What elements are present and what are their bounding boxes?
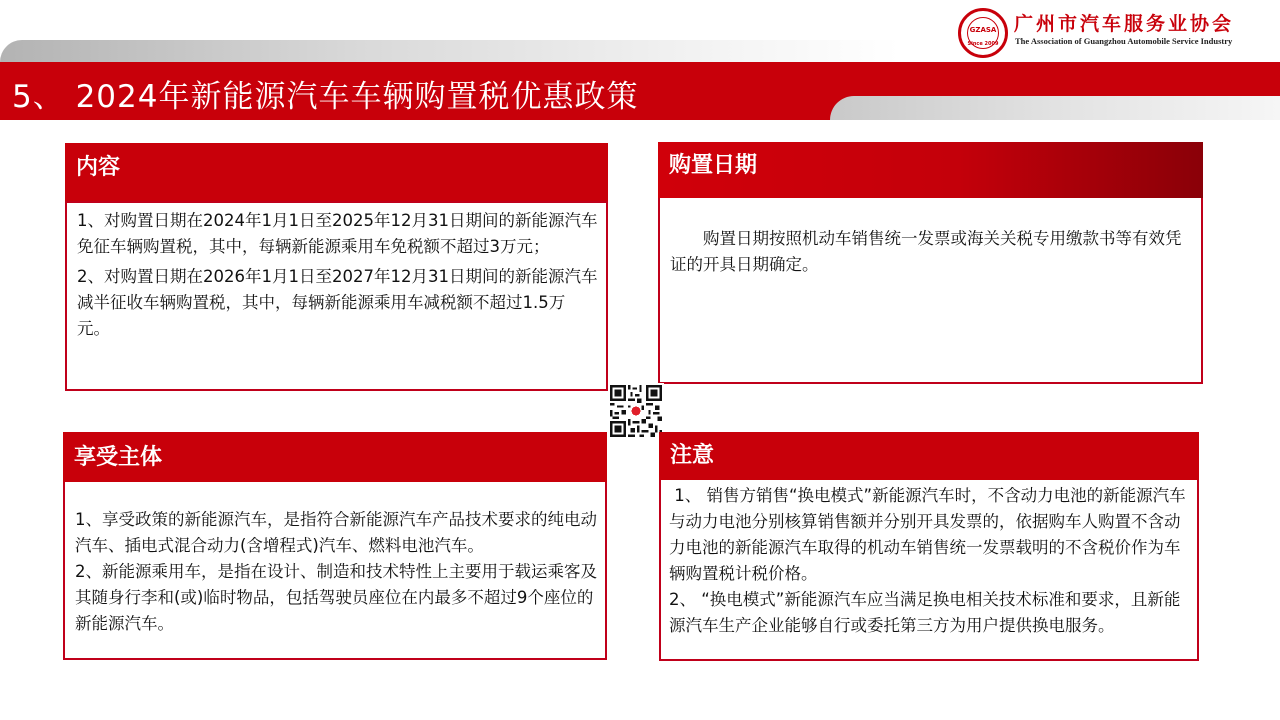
top-decorative-swoosh — [0, 40, 900, 62]
content-section-body — [65, 201, 608, 391]
notice-section-title: 注意 — [659, 432, 1199, 480]
org-name-en: The Association of Guangzhou Automobile Service Industry — [1015, 36, 1233, 46]
beneficiary-paragraph-1: 1、享受政策的新能源汽车，是指符合新能源汽车产品技术要求的纯电动汽车、插电式混合动力(含增程式)汽车、燃料电池汽车。 — [75, 510, 597, 555]
content-section-title: 内容 — [65, 143, 608, 201]
org-name-cn: 广州市汽车服务业协会 — [1014, 13, 1235, 35]
seal-since: Since 2009 — [967, 41, 999, 47]
purchase-date-section-body — [658, 198, 1203, 384]
content-paragraph-1: 1、对购置日期在2024年1月1日至2025年12月31日期间的新能源汽车免征车辆购置税，其中，每辆新能源乘用车免税额不超过3万元； — [77, 211, 598, 256]
right-decorative-swoosh — [830, 96, 1280, 120]
seal-abbr: GZASA — [969, 26, 997, 34]
page-title: 5、 2024年新能源汽车车辆购置税优惠政策 — [12, 79, 639, 115]
content-paragraph-2: 2、对购置日期在2026年1月1日至2027年12月31日期间的新能源汽车减半征收车辆购置税，其中，每辆新能源乘用车减税额不超过1.5万元。 — [77, 267, 598, 338]
notice-paragraph-1: 1、 销售方销售“换电模式”新能源汽车时，不含动力电池的新能源汽车与动力电池分别核算销售额并分别开具发票的，依据购车人购置不含动力电池的新能源汽车取得的机动车销售统一发票载明的不含税价作为车辆购置税计税价格。 — [669, 486, 1186, 583]
qr-code-icon — [608, 383, 664, 439]
notice-paragraph-2: 2、 “换电模式”新能源汽车应当满足换电相关技术标准和要求，且新能源汽车生产企业能够自行或委托第三方为用户提供换电服务。 — [669, 590, 1181, 635]
beneficiary-paragraph-2: 2、新能源乘用车，是指在设计、制造和技术特性上主要用于载运乘客及其随身行李和(或)临时物品，包括驾驶员座位在内最多不超过9个座位的新能源汽车。 — [75, 562, 597, 633]
purchase-date-section-title: 购置日期 — [658, 142, 1203, 198]
beneficiary-section-title: 享受主体 — [63, 432, 607, 482]
beneficiary-section-body — [63, 482, 607, 660]
notice-section-body — [659, 480, 1199, 661]
association-logo — [958, 6, 1273, 60]
association-seal-icon — [958, 8, 1008, 58]
purchase-date-text: 购置日期按照机动车销售统一发票或海关关税专用缴款书等有效凭证的开具日期确定。 — [670, 229, 1182, 274]
